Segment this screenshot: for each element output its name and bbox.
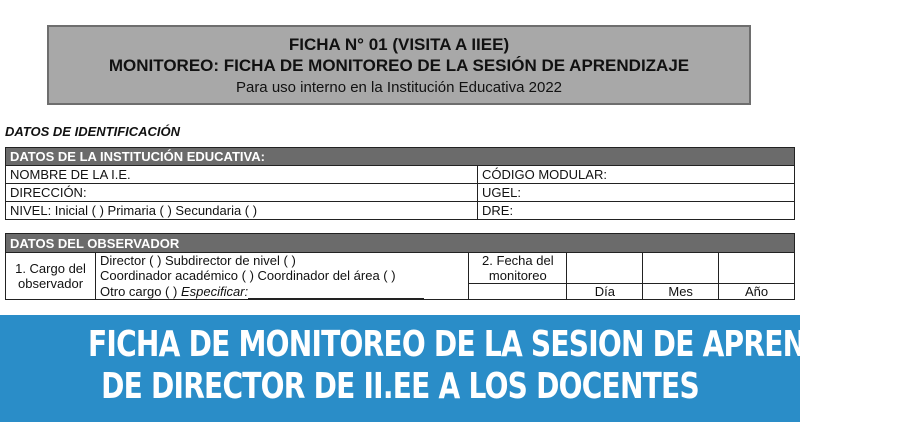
fecha-label	[469, 253, 567, 284]
fecha-label-line1: 2. Fecha del	[482, 253, 554, 268]
field-dre[interactable]: DRE:	[478, 202, 795, 220]
especificar-label: Especificar:	[180, 283, 249, 299]
cargo-option-coordinador[interactable]: Coordinador académico ( ) Coordinador del área ( )	[96, 268, 469, 283]
observer-table	[5, 233, 795, 300]
form-header	[47, 25, 751, 105]
form-subtitle: Para uso interno en la Institución Educativa 2022	[235, 79, 563, 96]
title-banner	[0, 315, 906, 422]
field-direccion[interactable]: DIRECCIÓN:	[6, 184, 478, 202]
field-ugel[interactable]: UGEL:	[478, 184, 795, 202]
mes-label: Mes	[643, 284, 719, 300]
especificar-line[interactable]	[248, 286, 424, 299]
cargo-label	[6, 253, 96, 300]
observer-heading: DATOS DEL OBSERVADOR	[6, 234, 795, 253]
banner-line2: DE DIRECTOR DE II.EE A LOS DOCENTES	[101, 366, 699, 407]
dia-label: Día	[567, 284, 643, 300]
cargo-option-otro[interactable]	[96, 284, 469, 300]
field-nombre-ie[interactable]: NOMBRE DE LA I.E.	[6, 166, 478, 184]
otro-cargo-label: Otro cargo ( )	[100, 283, 181, 299]
fecha-label-line2: monitoreo	[488, 268, 547, 283]
anio-label: Año	[719, 284, 795, 300]
section-title: DATOS DE IDENTIFICACIÓN	[5, 124, 181, 139]
form-main-title: MONITOREO: FICHA DE MONITOREO DE LA SESIÓN DE APRENDIZAJE	[108, 56, 690, 75]
field-codigo-modular[interactable]: CÓDIGO MODULAR:	[478, 166, 795, 184]
cargo-label-line1: 1. Cargo del	[15, 261, 86, 276]
banner-line1: FICHA DE MONITOREO DE LA SESION DE APRENDIZAJE	[88, 324, 906, 365]
form-number-title: FICHA N° 01 (VISITA A IIEE)	[288, 35, 510, 54]
fecha-mes-input[interactable]	[643, 253, 719, 284]
cargo-option-director[interactable]: Director ( ) Subdirector de nivel ( )	[96, 253, 469, 269]
cargo-label-line2: observador	[17, 276, 84, 291]
institution-heading: DATOS DE LA INSTITUCIÓN EDUCATIVA:	[6, 148, 795, 166]
fecha-anio-input[interactable]	[719, 253, 795, 284]
institution-table	[5, 147, 795, 220]
fecha-label-bottom	[469, 284, 567, 300]
fecha-dia-input[interactable]	[567, 253, 643, 284]
field-nivel[interactable]: NIVEL: Inicial ( ) Primaria ( ) Secundaria ( )	[6, 202, 478, 220]
